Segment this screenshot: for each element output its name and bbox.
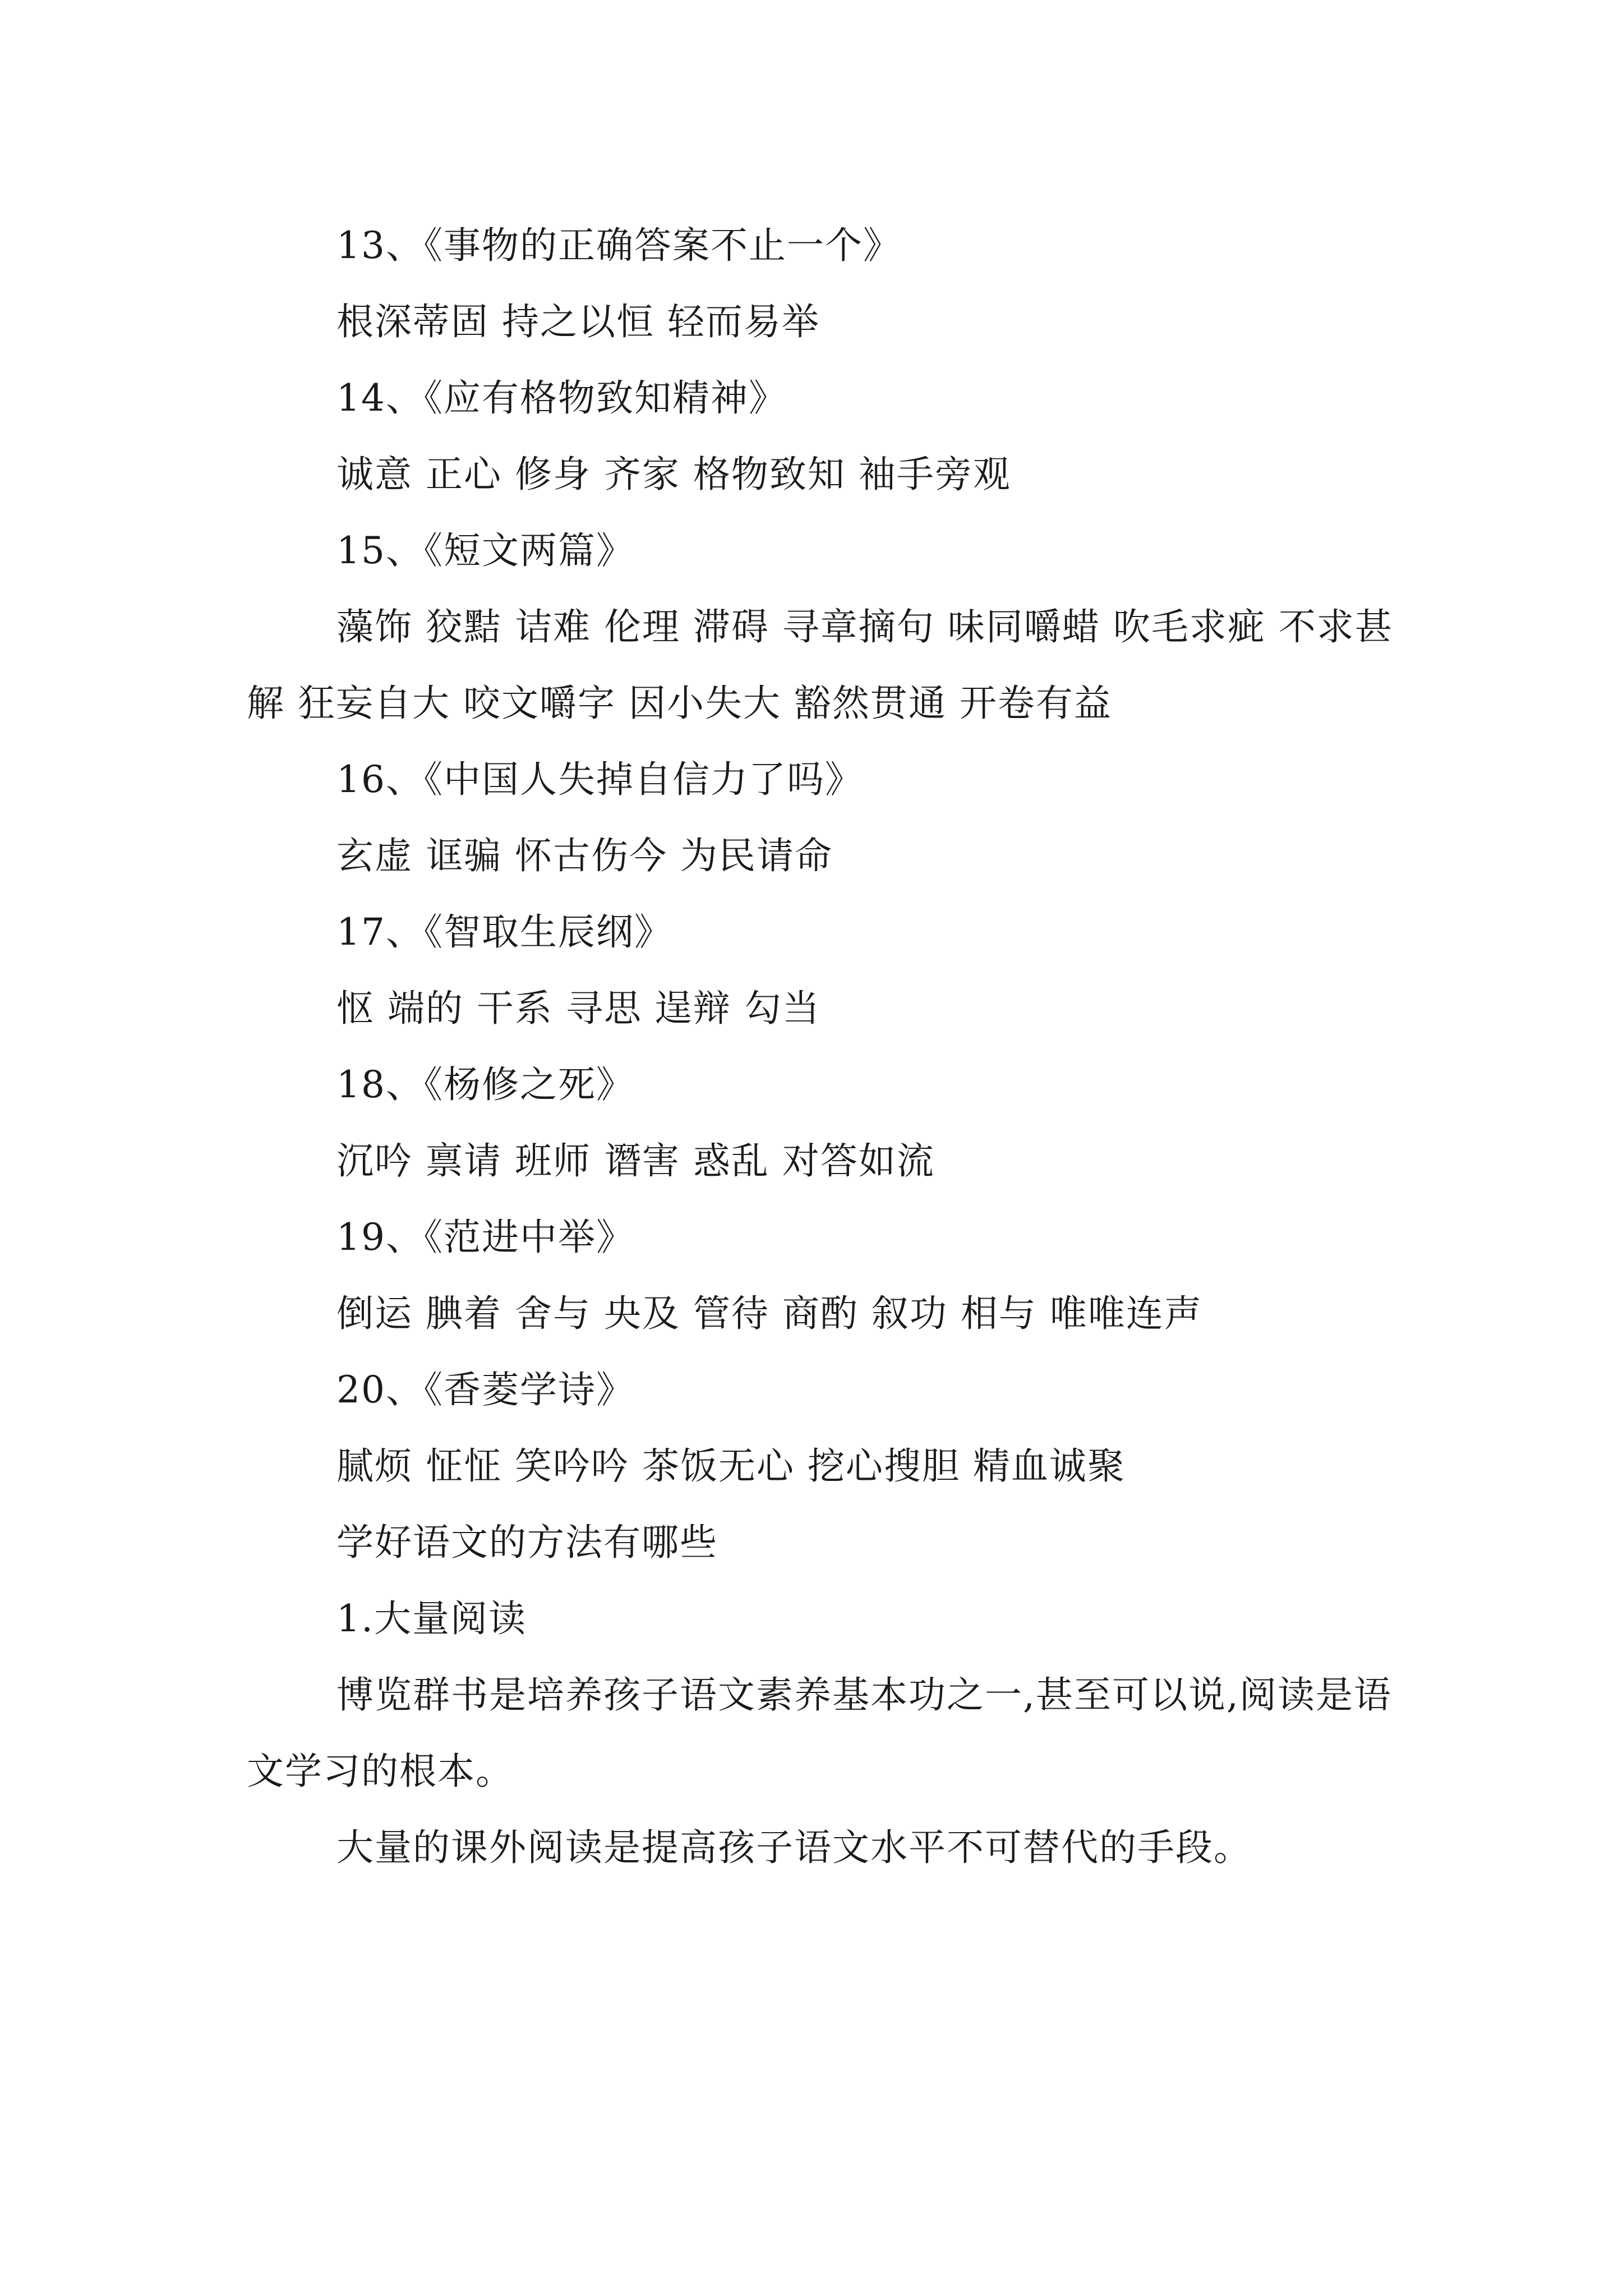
lesson-20-title: 20、《香菱学诗》 — [336, 1368, 634, 1411]
method-1-paragraph-2: 大量的课外阅读是提高孩子语文水平不可替代的手段。 — [336, 1826, 1252, 1869]
section-heading: 学好语文的方法有哪些 — [336, 1521, 718, 1564]
lesson-14-vocabulary: 诚意 正心 修身 齐家 格物致知 袖手旁观 — [336, 453, 1011, 496]
lesson-18-title: 18、《杨修之死》 — [336, 1063, 634, 1106]
document-page — [247, 208, 1396, 1886]
lesson-15-vocabulary: 藻饰 狡黠 诘难 伦理 滞碍 寻章摘句 味同嚼蜡 吹毛求疵 不求甚解 狂妄自大 咬文嚼字 因小失大 豁然贯通 开卷有益 — [247, 605, 1393, 725]
lesson-14-title: 14、《应有格物致知精神》 — [336, 376, 787, 420]
lesson-19-vocabulary: 倒运 腆着 舍与 央及 管待 商酌 叙功 相与 唯唯连声 — [336, 1292, 1202, 1335]
lesson-17-title: 17、《智取生辰纲》 — [336, 910, 672, 954]
lesson-13-vocabulary: 根深蒂固 持之以恒 轻而易举 — [336, 300, 820, 343]
lesson-17-vocabulary: 怄 端的 干系 寻思 逞辩 勾当 — [336, 987, 820, 1030]
lesson-18-vocabulary: 沉吟 禀请 班师 谮害 惑乱 对答如流 — [336, 1139, 935, 1182]
lesson-15-title: 15、《短文两篇》 — [336, 529, 634, 572]
lesson-13-title: 13、《事物的正确答案不止一个》 — [336, 224, 901, 267]
lesson-16-title: 16、《中国人失掉自信力了吗》 — [336, 758, 863, 801]
lesson-19-title: 19、《范进中举》 — [336, 1216, 634, 1259]
lesson-16-vocabulary: 玄虚 诓骗 怀古伤今 为民请命 — [336, 834, 833, 877]
method-1-paragraph: 博览群书是培养孩子语文素养基本功之一,甚至可以说,阅读是语文学习的根本。 — [247, 1673, 1392, 1793]
method-1-heading: 1.大量阅读 — [336, 1597, 527, 1640]
lesson-20-vocabulary: 腻烦 怔怔 笑吟吟 茶饭无心 挖心搜胆 精血诚聚 — [336, 1444, 1126, 1488]
